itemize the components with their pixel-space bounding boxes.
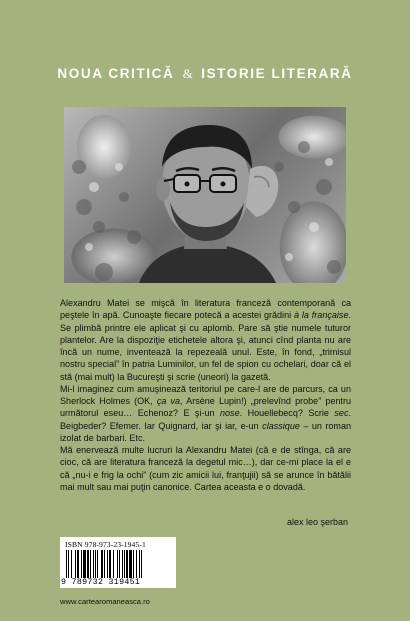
- series-title-part2: ISTORIE LITERARĂ: [201, 66, 353, 81]
- paragraph-3: Mă enervează multe lucruri la Alexandru Matei (că e de stînga, că are cioc, că are literatura franceză la degetul mic…), dar ce-mi place la el e că „nu-i e frig la ochi” (cum zic amicii lui, franţujii) să se arunce în bătălii mai mult sau mai puţin canonice. Cartea aceasta e o dovadă.: [60, 445, 351, 492]
- barcode-bar: [101, 550, 103, 578]
- barcode-bar: [136, 550, 137, 578]
- paragraph-1: Alexandru Matei se mişcă în literatura franceză contemporană ca peştele în apă. Cunoaşte fiecare potecă a acestei grădini à la française. Se plimbă printre ele aplicat şi cu aplomb. Pare să ştie numele tuturor plantelor. Are la dispoziţie etichetele altora şi, atunci cînd planta nu are încă un nume, inventează la repezeală unul. Este, în fond, „trimisul nostru special” în patria Luminilor, un fel de spion cu ochelari, doar că el stă (mai mult) la Bucureşti şi scrie (uneori) la gazetă.: [60, 298, 351, 382]
- barcode-bar: [93, 550, 94, 578]
- barcode-bar: [104, 550, 105, 578]
- publisher-website: www.cartearomaneasca.ro: [60, 597, 150, 606]
- barcode-bar: [119, 550, 120, 578]
- barcode-bar: [95, 550, 96, 578]
- barcode-bars: [66, 550, 170, 578]
- barcode-bar: [117, 550, 118, 578]
- author-photo: [64, 107, 346, 283]
- signature: alex leo şerban: [286, 517, 348, 527]
- barcode-bar: [97, 550, 98, 578]
- isbn-number: ISBN 978-973-23-1945-1: [65, 540, 146, 549]
- barcode-bar: [122, 550, 123, 578]
- author-portrait-illustration: [64, 107, 346, 283]
- barcode-bar: [75, 550, 76, 578]
- barcode-bar: [113, 550, 114, 578]
- barcode-bar: [83, 550, 86, 578]
- barcode-bar: [66, 550, 67, 578]
- barcode-bar: [126, 550, 128, 578]
- barcode-bar: [77, 550, 79, 578]
- barcode-bar: [133, 550, 134, 578]
- series-title-part1: NOUA CRITICĂ: [57, 66, 175, 81]
- series-title: [0, 66, 410, 82]
- barcode-bar: [87, 550, 89, 578]
- barcode-digits: 9 789732 319451: [61, 578, 141, 587]
- isbn-barcode: [60, 537, 176, 588]
- series-title-ampersand: &: [182, 66, 193, 81]
- barcode-bar: [109, 550, 111, 578]
- paragraph-2: Mi-l imaginez cum amuşinează teritoriul pe care-l are de parcurs, ca un Sherlock Holmes (OK, ça va, Arsène Lupin!) „prelevînd probe” pentru următorul eseu… Echenoz? E şi-un nose. Houellebecq? Scrie sec. Beigbeder? Efemer. Iar Quignard, iar şi iar, e-un classique – un roman izolat de barbari. Etc.: [60, 383, 352, 443]
- barcode-bar: [68, 550, 69, 578]
- barcode-bar: [81, 550, 82, 578]
- barcode-bar: [71, 550, 72, 578]
- barcode-bar: [124, 550, 125, 578]
- barcode-bar: [141, 550, 142, 578]
- barcode-bar: [129, 550, 132, 578]
- barcode-bar: [107, 550, 108, 578]
- barcode-bar: [90, 550, 91, 578]
- barcode-bar: [139, 550, 140, 578]
- back-cover-text: [60, 297, 351, 493]
